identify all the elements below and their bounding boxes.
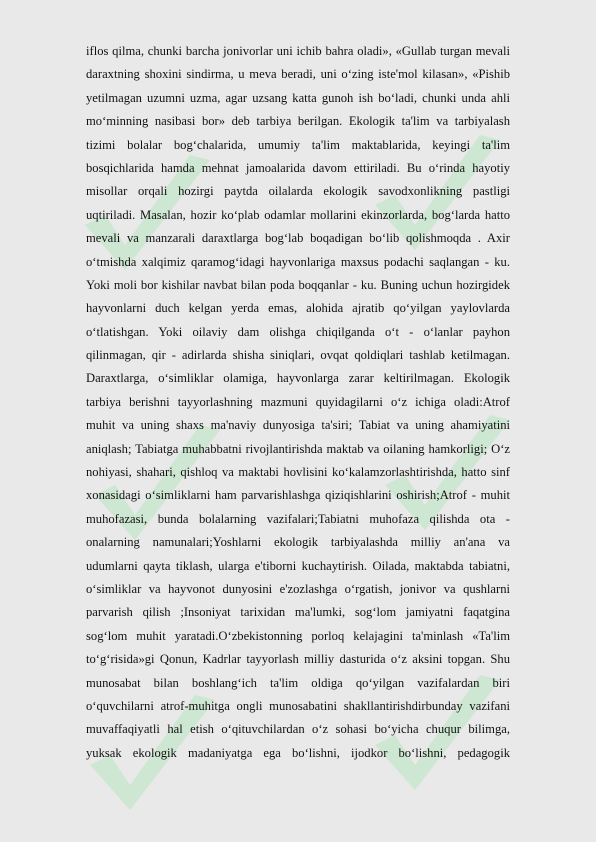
text-line: bosqichlarida hamda mehnat jamoalarida davom ettiriladi. Bu o‘rinda hayotiy <box>86 160 510 175</box>
text-line: tarbiya berishni tayyorlashning mazmuni quyidagilarni o‘z ichiga oladi:Atrof <box>86 394 510 409</box>
text-line: munosabat bilan boshlang‘ich ta'lim oldiga qo‘yilgan vazifalardan biri <box>86 675 510 690</box>
text-line: yuksak ekologik madaniyatga ega bo‘lishni, ijodkor bo‘lishni, pedagogik <box>86 745 510 760</box>
text-line: xonasidagi o‘simliklarni ham parvarishlashga qiziqishlarini oshirish;Atrof - muhit <box>86 488 510 503</box>
text-line: hayvonlarni duch kelgan yerda emas, alohida ajratib qo‘yilgan yaylovlarda <box>86 301 510 316</box>
text-line: nohiyasi, shahari, qishloq va maktabi hovlisini ko‘kalamzorlashtirishda, hatto sinf <box>86 465 510 480</box>
text-line: qilinmagan, qir - adirlarda shisha siniqlari, ovqat qoldiqlari tashlab ketilmagan. <box>86 348 510 363</box>
text-line: tizimi bolalar bog‘chalarida, umumiy ta'lim maktablarida, keyingi ta'lim <box>86 137 510 152</box>
text-line: iflos qilma, chunki barcha jonivorlar uni ichib bahra oladi», «Gullab turgan mevali <box>86 44 510 58</box>
text-line: mevali va manzarali daraxtlarga bog‘lab boqadigan bo‘lib qolishmoqda . Axir <box>86 231 510 246</box>
text-line: parvarish qilish ;Insoniyat tarixidan ma'lumki, sog‘lom jamiyatni faqatgina <box>86 605 510 620</box>
text-line: o‘tmishda xalqimiz qaramog‘idagi hayvonlariga maxsus podachi saqlangan - ku. <box>86 254 510 269</box>
text-line: to‘g‘risida»gi Qonun, Kadrlar tayyorlash milliy dasturida o‘z aksini topgan. Shu <box>86 652 510 667</box>
text-line: daraxtning shoxini sindirma, u meva beradi, uni o‘zing iste'mol kilasan», «Pishib <box>86 67 510 82</box>
text-line: sog‘lom muhit yaratadi.O‘zbekistonning porloq kelajagini ta'minlash «Ta'lim <box>86 628 510 643</box>
text-line: muvaffaqiyatli hal etish o‘qituvchilardan o‘z sohasi bo‘yicha chuqur bilimga, <box>86 722 510 737</box>
text-line: misollar orqali hozirgi paytda oilalarda ekologik savodxonlikning pastligi <box>86 184 510 199</box>
text-line: onalarning namunalari;Yoshlarni ekologik tarbiyalashda milliy an'ana va <box>86 535 510 550</box>
text-line: muhofazasi, bunda bolalarning vazifalari;Tabiatni muhofaza qilishda ota - <box>86 511 510 526</box>
text-line: mo‘minning nasibasi bor» deb tarbiya berilgan. Ekologik ta'lim va tarbiyalash <box>86 114 510 129</box>
text-line: Daraxtlarga, o‘simliklar olamiga, hayvonlarga zarar keltirilmagan. Ekologik <box>86 371 510 386</box>
text-line: uqtiriladi. Masalan, hozir ko‘plab odamlar mollarini ekinzorlarda, bog‘larda hatto <box>86 207 510 222</box>
text-line: o‘tlatishgan. Yoki oilaviy dam olishga chiqilganda o‘t - o‘lanlar payhon <box>86 324 510 339</box>
text-line: o‘quvchilarni atrof-muhitga ongli munosabatini shakllantirishdirbunday vazifani <box>86 698 510 713</box>
text-line: Yoki moli bor kishilar navbat bilan poda boqqanlar - ku. Buning uchun hozirgidek <box>86 277 510 292</box>
body-text <box>86 40 510 765</box>
text-line: yetilmagan uzumni uzma, agar uzsang katta gunoh ish bo‘ladi, chunki unda ahli <box>86 90 510 105</box>
text-line: muhit va uning shaxs ma'naviy dunyosiga ta'siri; Tabiat va uning ahamiyatini <box>86 418 510 433</box>
text-line: o‘simliklar va hayvonot dunyosini e'zozlashga o‘rgatish, jonivor va qushlarni <box>86 581 510 596</box>
text-line: aniqlash; Tabiatga muhabbatni rivojlantirishda maktab va oilaning hamkorligi; O‘z <box>86 441 510 456</box>
text-line: udumlarni qayta tiklash, ularga e'tiborni kuchaytirish. Oilada, maktabda tabiatni, <box>86 558 510 573</box>
